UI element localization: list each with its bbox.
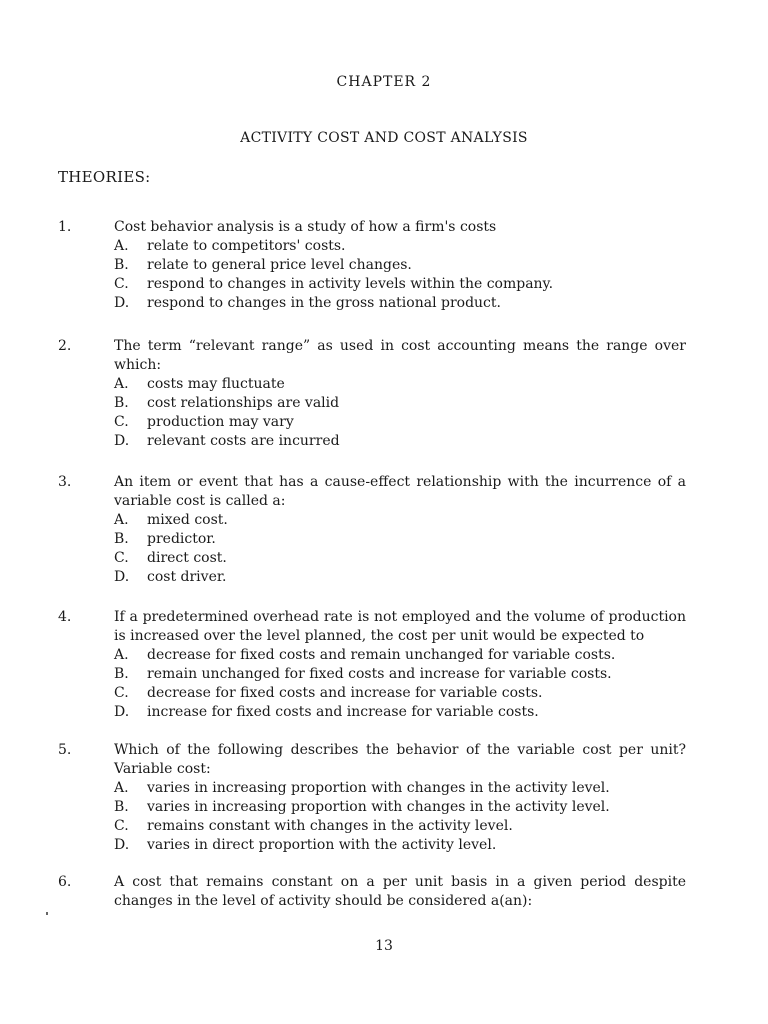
scan-speck [46, 912, 48, 915]
question-number: 6. [58, 874, 72, 890]
option-text: increase for fixed costs and increase for variable costs. [147, 704, 539, 720]
option-letter: C. [114, 818, 129, 834]
option-b [114, 798, 686, 817]
answer-options [114, 511, 686, 587]
option-text: cost relationships are valid [147, 395, 340, 411]
option-text: cost driver. [147, 569, 227, 585]
option-letter: D. [114, 433, 130, 449]
option-text: direct cost. [147, 550, 227, 566]
option-a [114, 779, 686, 798]
option-letter: B. [114, 531, 129, 547]
option-letter: A. [114, 512, 129, 528]
option-letter: C. [114, 550, 129, 566]
question-text: Which of the following describes the behavior of the variable cost per unit? Variable cost: [114, 742, 686, 777]
option-a [114, 237, 686, 256]
answer-options [114, 375, 686, 451]
question-text: The term “relevant range” as used in cost accounting means the range over which: [114, 338, 686, 373]
page-number: 13 [375, 938, 393, 954]
option-letter: A. [114, 780, 129, 796]
option-letter: D. [114, 837, 130, 853]
option-text: relate to competitors' costs. [147, 238, 346, 254]
option-letter: C. [114, 414, 129, 430]
question-text: An item or event that has a cause-effect relationship with the incurrence of a variable cost is called a: [114, 474, 686, 509]
option-b [114, 530, 686, 549]
chapter-heading: CHAPTER 2 [336, 74, 432, 90]
question-number: 2. [58, 338, 72, 354]
question-2 [58, 337, 698, 451]
option-letter: B. [114, 799, 129, 815]
option-d [114, 703, 686, 722]
option-letter: B. [114, 257, 129, 273]
option-text: varies in direct proportion with the activity level. [147, 837, 497, 853]
question-6 [58, 873, 698, 911]
question-4 [58, 608, 698, 722]
question-text: If a predetermined overhead rate is not employed and the volume of production is increased over the level planned, the cost per unit would be expected to [114, 609, 686, 644]
option-c [114, 275, 686, 294]
option-text: varies in increasing proportion with changes in the activity level. [147, 780, 610, 796]
option-text: costs may fluctuate [147, 376, 285, 392]
option-letter: D. [114, 569, 130, 585]
question-number: 4. [58, 609, 72, 625]
option-text: relate to general price level changes. [147, 257, 412, 273]
option-d [114, 432, 686, 451]
question-5 [58, 741, 698, 855]
option-letter: A. [114, 376, 129, 392]
option-text: respond to changes in the gross national product. [147, 295, 501, 311]
option-text: varies in increasing proportion with changes in the activity level. [147, 799, 610, 815]
option-c [114, 413, 686, 432]
question-1 [58, 218, 698, 313]
option-d [114, 294, 686, 313]
option-letter: B. [114, 395, 129, 411]
option-b [114, 394, 686, 413]
option-c [114, 817, 686, 836]
option-text: relevant costs are incurred [147, 433, 340, 449]
option-a [114, 646, 686, 665]
option-text: production may vary [147, 414, 294, 430]
option-text: remain unchanged for fixed costs and increase for variable costs. [147, 666, 612, 682]
option-letter: D. [114, 295, 130, 311]
option-text: respond to changes in activity levels within the company. [147, 276, 554, 292]
option-text: predictor. [147, 531, 216, 547]
option-text: mixed cost. [147, 512, 228, 528]
option-d [114, 568, 686, 587]
option-letter: B. [114, 666, 129, 682]
answer-options [114, 237, 686, 313]
chapter-title: ACTIVITY COST AND COST ANALYSIS [240, 130, 528, 146]
question-number: 5. [58, 742, 72, 758]
question-text: A cost that remains constant on a per unit basis in a given period despite changes in the level of activity should be considered a(an): [114, 874, 686, 909]
option-b [114, 256, 686, 275]
option-a [114, 511, 686, 530]
option-letter: D. [114, 704, 130, 720]
option-letter: A. [114, 647, 129, 663]
option-letter: C. [114, 276, 129, 292]
option-c [114, 549, 686, 568]
option-letter: A. [114, 238, 129, 254]
question-number: 1. [58, 219, 72, 235]
option-d [114, 836, 686, 855]
answer-options [114, 646, 686, 722]
question-number: 3. [58, 474, 72, 490]
option-c [114, 684, 686, 703]
option-text: decrease for fixed costs and remain unchanged for variable costs. [147, 647, 616, 663]
option-b [114, 665, 686, 684]
section-heading: THEORIES: [58, 168, 151, 186]
option-a [114, 375, 686, 394]
question-text: Cost behavior analysis is a study of how a firm's costs [114, 219, 497, 235]
answer-options [114, 779, 686, 855]
option-text: remains constant with changes in the activity level. [147, 818, 513, 834]
question-3 [58, 473, 698, 587]
option-letter: C. [114, 685, 129, 701]
option-text: decrease for fixed costs and increase for variable costs. [147, 685, 543, 701]
